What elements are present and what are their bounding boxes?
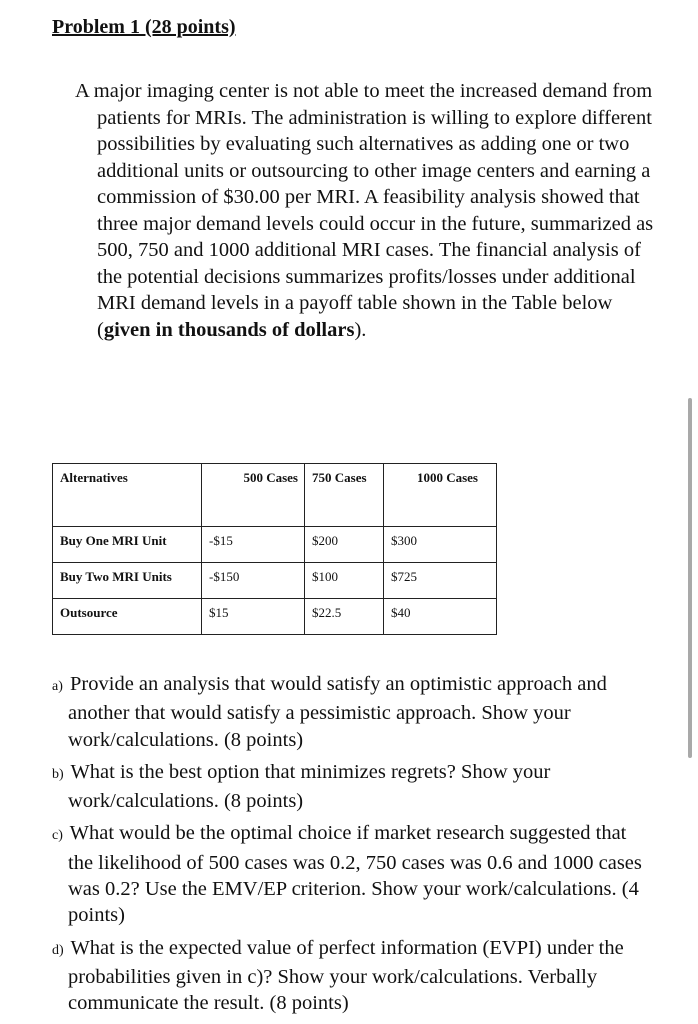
question-d: [52, 935, 652, 1017]
intro-text: A major imaging center is not able to meet the increased demand from patients for MRIs. The administration is willing to explore different possibilities by evaluating such alternatives as adding one or two additional units or outsourcing to other image centers and earning a commission of $30.00 per MRI. A feasibility analysis showed that three major demand levels could occur in the future, summarized as 500, 750 and 1000 additional MRI cases. The financial analysis of the potential decisions summarizes profits/losses under additional MRI demand levels in a payoff table shown in the Table below (: [75, 80, 654, 341]
header-1000-cases: 1000 Cases: [384, 464, 497, 527]
intro-end: ).: [354, 318, 367, 341]
problem-intro: [75, 78, 657, 343]
question-a: [52, 671, 652, 753]
question-text: Provide an analysis that would satisfy an optimistic approach and another that would satisfy a pessimistic approach. Show your work/calculations. (8 points): [68, 673, 607, 751]
table-cell: $725: [384, 563, 497, 599]
question-marker: a): [52, 679, 63, 694]
payoff-table: [52, 463, 497, 635]
question-marker: b): [52, 766, 64, 782]
question-c: [52, 820, 652, 928]
table-cell: $40: [384, 599, 497, 635]
table-cell: $100: [305, 563, 384, 599]
table-row: [53, 563, 497, 599]
table-header-row: [53, 464, 497, 527]
intro-bold-text: given in thousands of dollars: [103, 318, 355, 341]
question-list: [52, 671, 652, 1023]
question-marker: d): [52, 942, 64, 958]
vertical-scrollbar[interactable]: [688, 398, 692, 758]
row-label: Outsource: [53, 599, 202, 635]
table-cell: -$150: [202, 563, 305, 599]
table-row: [53, 527, 497, 563]
question-text: What is the best option that minimizes regrets? Show your work/calculations. (8 points): [68, 760, 551, 813]
table-cell: -$15: [202, 527, 305, 563]
table-cell: $200: [305, 527, 384, 563]
row-label: Buy One MRI Unit: [53, 527, 202, 563]
row-label: Buy Two MRI Units: [53, 563, 202, 599]
question-text: What is the expected value of perfect information (EVPI) under the probabilities given in c)? Show your work/calculations. Verbally communicate the result. (8 points): [68, 936, 624, 1015]
table-cell: $300: [384, 527, 497, 563]
problem-title: Problem 1 (28 points): [52, 16, 236, 38]
table-cell: $15: [202, 599, 305, 635]
table-cell: $22.5: [305, 599, 384, 635]
question-text: What would be the optimal choice if market research suggested that the likelihood of 500 cases was 0.2, 750 cases was 0.6 and 1000 cases was 0.2? Use the EMV/EP criterion. Show your work/calculations. (4 points): [68, 822, 642, 927]
header-alternatives: Alternatives: [53, 464, 202, 527]
header-500-cases: 500 Cases: [202, 464, 305, 527]
question-b: [52, 759, 652, 815]
question-marker: c): [52, 828, 63, 844]
table-row: [53, 599, 497, 635]
header-750-cases: 750 Cases: [305, 464, 384, 527]
